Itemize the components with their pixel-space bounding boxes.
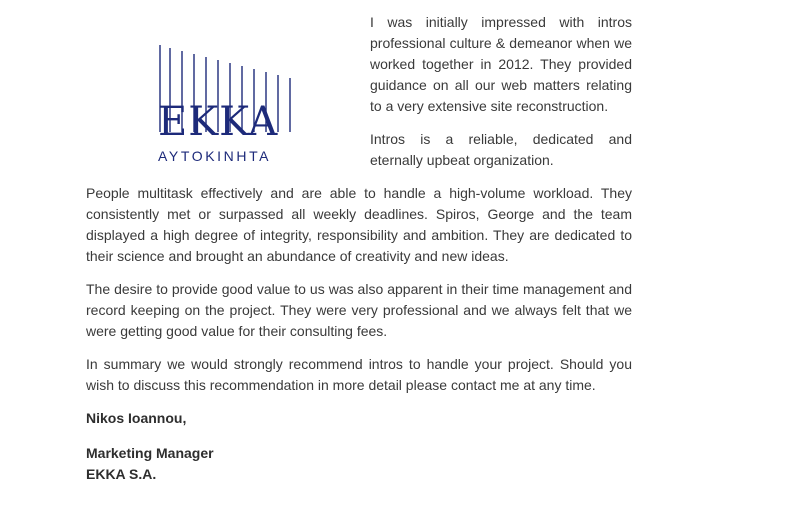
signature-name: Nikos Ioannou, <box>86 410 187 426</box>
logo-wordmark: EKKA <box>158 99 279 145</box>
signature-title: Marketing Manager <box>86 445 214 461</box>
paragraph-4: The desire to provide good value to us was also apparent in their time management and record keeping on the project. They were very professional and we always felt that we were getting good value for their consulting fees. <box>86 281 632 339</box>
signature-block <box>86 408 632 485</box>
ekka-logo <box>86 12 356 180</box>
signature-company: EKKA S.A. <box>86 466 157 482</box>
paragraph-1: I was initially impressed with intros professional culture & demeanor when we worked together in 2012. They provided guidance on all our web matters relating to a very extensive site reconstruction. <box>370 14 632 114</box>
paragraph-5: In summary we would strongly recommend intros to handle your project. Should you wish to discuss this recommendation in more detail please contact me at any time. <box>86 356 632 393</box>
logo-subtitle: ΑΥΤΟΚΙΝΗΤΑ <box>158 148 272 164</box>
paragraph-3: People multitask effectively and are able to handle a high-volume workload. They consistently met or surpassed all weekly deadlines. Spiros, George and the team displayed a high degree of integrity, responsibility and ambition. They are dedicated to their science and brought an abundance of creativity and new ideas. <box>86 185 632 264</box>
paragraph-2: Intros is a reliable, dedicated and eternally upbeat organization. <box>370 131 632 168</box>
letter-page <box>86 12 632 485</box>
